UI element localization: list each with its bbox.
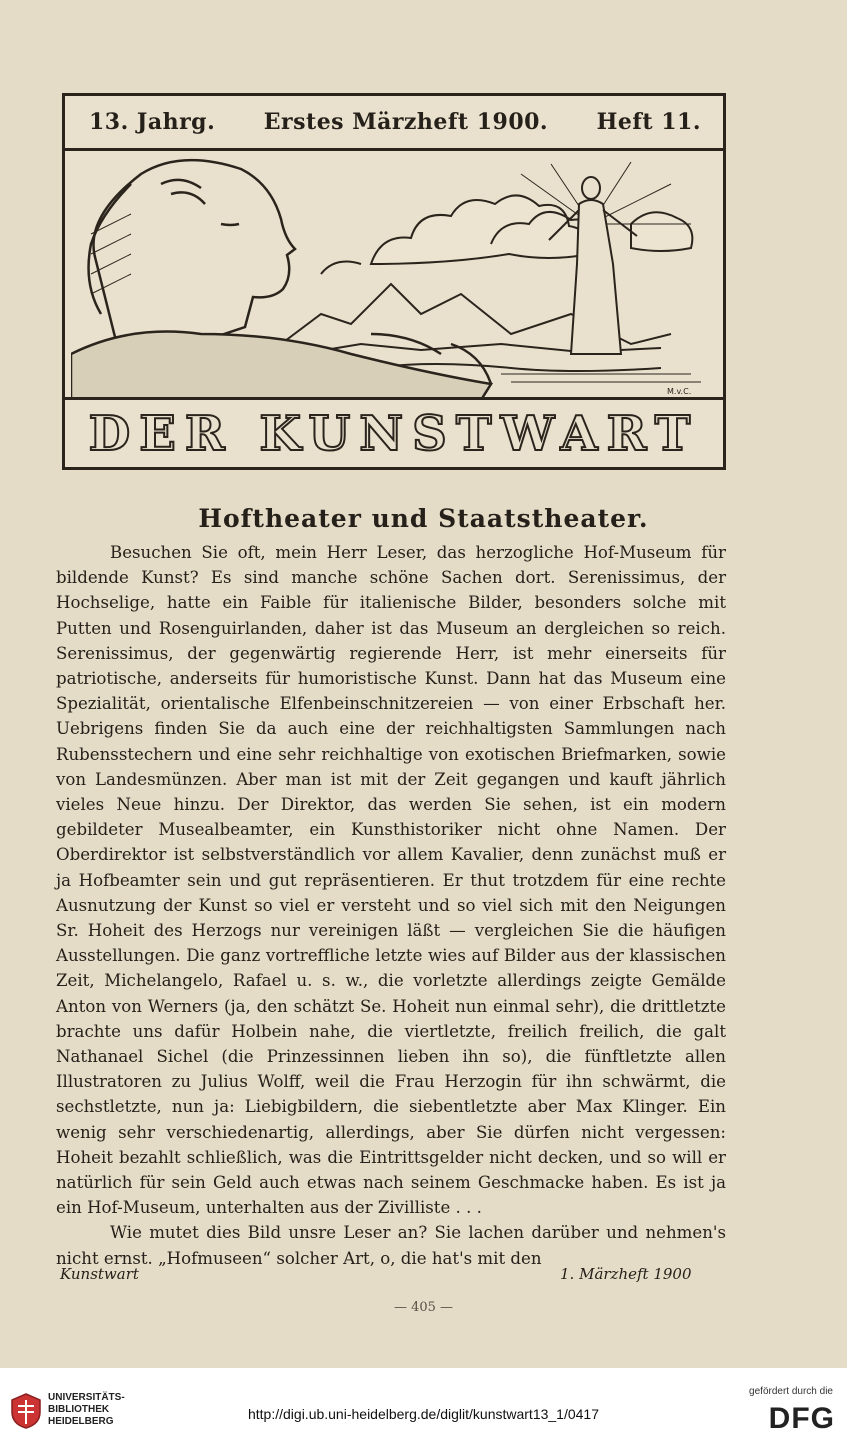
article-body [56, 540, 726, 1271]
artist-monogram: M.v.C. [667, 387, 692, 396]
masthead-info-bar [65, 96, 723, 151]
masthead [62, 93, 726, 470]
magazine-title: DER KUNSTWART [88, 405, 700, 462]
masthead-illustration [71, 154, 717, 400]
article-title: Hoftheater und Staatstheater. [198, 504, 649, 533]
permalink[interactable]: http://digi.ub.uni-heidelberg.de/diglit/kunstwart13_1/0417 [247, 1406, 600, 1422]
dfg-logo: DFG [768, 1402, 835, 1435]
funded-by-label: gefördert durch die [749, 1386, 833, 1397]
library-name: UNIVERSITÄTS- BIBLIOTHEK HEIDELBERG [48, 1392, 125, 1427]
issue-title: Erstes Märzheft 1900. [263, 109, 549, 135]
paragraph: Besuchen Sie oft, mein Herr Leser, das herzogliche Hof-Museum für bildende Kunst? Es sind manche schöne Sachen dort. Serenissimus, der Hochselige, hatte ein Faible für italienische Bilder, besonders solche mit Putten und Rosenguirlanden, daher ist das Museum an dergleichen so reich. Serenissimus, der gegenwärtig regierende Herr, ist mehr einerseits für patriotische, anderseits für humoristische Kunst. Dann hat das Museum eine Spezialität, orientalische Elfenbeinschnitzereien — von einer Erbschaft her. Uebrigens finden Sie da auch eine der reichhaltigsten Sammlungen nach Rubensstechern und eine sehr reichhaltige von exotischen Briefmarken, sowie von Landesmünzen. Aber man ist mit der Zeit gegangen und kauft jährlich vieles Neue hinzu. Der Direktor, das werden Sie sehen, ist ein modern gebildeter Musealbeamter, ein Kunsthistoriker nicht ohne Namen. Der Oberdirektor ist selbstverständlich vor allem Kavalier, denn zunächst muß er ja Hofbeamter sein und gut repräsentieren. Er thut trotzdem für eine rechte Ausnutzung der Kunst so viel er versteht und so viel sich mit den Neigungen Sr. Hoheit des Herzogs nur vereinigen läßt — vergleichen Sie die häufigen Ausstellungen. Die ganz vortreffliche letzte wies auf Bilder aus der klassischen Zeit, Michelangelo, Rafael u. s. w., die vorletzte allerdings zeigte Gemälde Anton von Werners (ja, den schätzt Se. Hoheit nun einmal sehr), die drittletzte brachte uns dafür Holbein nahe, die viertletzte, freilich freilich, die galt Nathanael Sichel (die Prinzessinnen lieben ihn so), die fünftletzte allen Illustratoren zu Julius Wolff, weil die Frau Herzogin für ihn schwärmt, die sechstletzte, nun ja: Liebigbildern, die siebentletzte aber Max Klinger. Ein wenig sehr verschiedenartig, allerdings, aber Sie dürfen nicht vergessen: Hoheit bezahlt schließlich, was die Eintrittsgelder nicht decken, und so will er natürlich für sein Geld auch etwas nach seinem Geschmacke haben. Es ist ja ein Hof-Museum, unterhalten aus der Zivilliste . . . [56, 543, 726, 1218]
footer-journal: Kunstwart [60, 1265, 139, 1283]
footer-issue: 1. Märzheft 1900 [560, 1265, 692, 1283]
magazine-title-banner [65, 397, 723, 467]
page-number: — 405 — [393, 1300, 454, 1315]
digitization-footer [0, 1368, 847, 1449]
volume-year: 13. Jahrg. [89, 109, 216, 135]
paragraph: Wie mutet dies Bild unsre Leser an? Sie lachen darüber und nehmen's nicht ernst. „Hofmuseen“ solcher Art, o, die hat's mit den [56, 1223, 726, 1268]
issue-number: Heft 11. [596, 109, 701, 135]
